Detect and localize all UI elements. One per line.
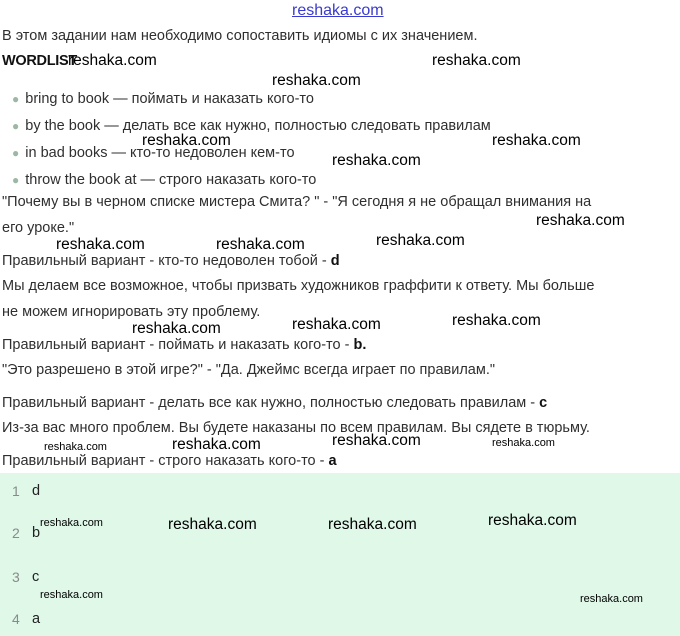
watermark: reshaka.com (332, 432, 421, 449)
answers-table (0, 473, 680, 636)
wordlist-item-text: throw the book at — строго наказать кого-то (25, 172, 317, 188)
answer-letter: a (328, 453, 337, 469)
answer-prefix: Правильный вариант - кто-то недоволен тобой - (2, 253, 331, 269)
task-4-answer (2, 452, 337, 470)
watermark: reshaka.com (292, 316, 381, 333)
answer-letter: b. (353, 337, 367, 353)
bullet-icon: ● (12, 92, 20, 106)
task-2-text: не можем игнорировать эту проблему. (2, 304, 261, 320)
wordlist-title-text: WORDLIST (2, 53, 77, 69)
wordlist-item (12, 117, 491, 135)
wordlist-item-text: by the book — делать все как нужно, полностью следовать правилам (25, 118, 491, 134)
task-3-answer (2, 394, 547, 412)
task-3-text: "Это разрешено в этой игре?" - "Да. Джеймс всегда играет по правилам." (2, 362, 496, 378)
watermark: reshaka.com (332, 152, 421, 169)
watermark: reshaka.com (432, 52, 521, 69)
task-4-text: Из-за вас много проблем. Вы будете наказаны по всем правилам. Вы сядете в тюрьму. (2, 420, 590, 436)
answer-row-number: 3 (12, 569, 20, 585)
task-1-answer (2, 252, 340, 270)
watermark: reshaka.com (488, 512, 577, 529)
wordlist-item (12, 90, 314, 108)
watermark: reshaka.com (40, 589, 103, 601)
bullet-icon: ● (12, 146, 20, 160)
watermark: reshaka.com (580, 593, 643, 605)
site-header-link[interactable]: reshaka.com (292, 2, 384, 19)
answer-prefix: Правильный вариант - поймать и наказать кого-то - (2, 337, 354, 353)
watermark: reshaka.com (492, 132, 581, 149)
answer-prefix: Правильный вариант - строго наказать кого-то - (2, 453, 329, 469)
answer-row-value: a (32, 611, 41, 627)
watermark: reshaka.com (452, 312, 541, 329)
answer-row-number: 2 (12, 525, 20, 541)
wordlist-item-text: in bad books — кто-то недоволен кем-то (25, 145, 295, 161)
answer-letter: c (539, 395, 548, 411)
wordlist-item-text: bring to book — поймать и наказать кого-то (25, 91, 314, 107)
wordlist-item (12, 171, 316, 189)
wordlist-title (2, 52, 77, 70)
bullet-icon: ● (12, 119, 20, 133)
answer-letter: d (330, 253, 340, 269)
answer-row-value: d (32, 483, 41, 499)
answer-prefix: Правильный вариант - делать все как нужно, полностью следовать правилам - (2, 395, 540, 411)
watermark: reshaka.com (492, 437, 555, 449)
watermark: reshaka.com (172, 436, 261, 453)
watermark: reshaka.com (142, 132, 231, 149)
task-1-text: "Почему вы в черном списке мистера Смита? " - "Я сегодня я не обращал внимания на (2, 194, 592, 210)
answer-row-value: c (32, 569, 40, 585)
watermark: reshaka.com (216, 236, 305, 253)
watermark: reshaka.com (40, 517, 103, 529)
task-1-text: его уроке." (2, 220, 75, 236)
answer-row-number: 1 (12, 483, 20, 499)
answer-row-value: b (32, 525, 41, 541)
watermark: reshaka.com (132, 320, 221, 337)
watermark: reshaka.com (376, 232, 465, 249)
watermark: reshaka.com (272, 72, 361, 89)
watermark: reshaka.com (44, 441, 107, 453)
watermark: reshaka.com (328, 516, 417, 533)
watermark: reshaka.com (56, 236, 145, 253)
watermark: reshaka.com (168, 516, 257, 533)
task-2-answer (2, 336, 366, 354)
intro-text: В этом задании нам необходимо сопоставить идиомы с их значением. (2, 28, 478, 44)
task-2-text: Мы делаем все возможное, чтобы призвать художников граффити к ответу. Мы больше (2, 278, 595, 294)
bullet-icon: ● (12, 173, 20, 187)
answer-row-number: 4 (12, 611, 20, 627)
watermark: reshaka.com (68, 52, 157, 69)
watermark: reshaka.com (536, 212, 625, 229)
